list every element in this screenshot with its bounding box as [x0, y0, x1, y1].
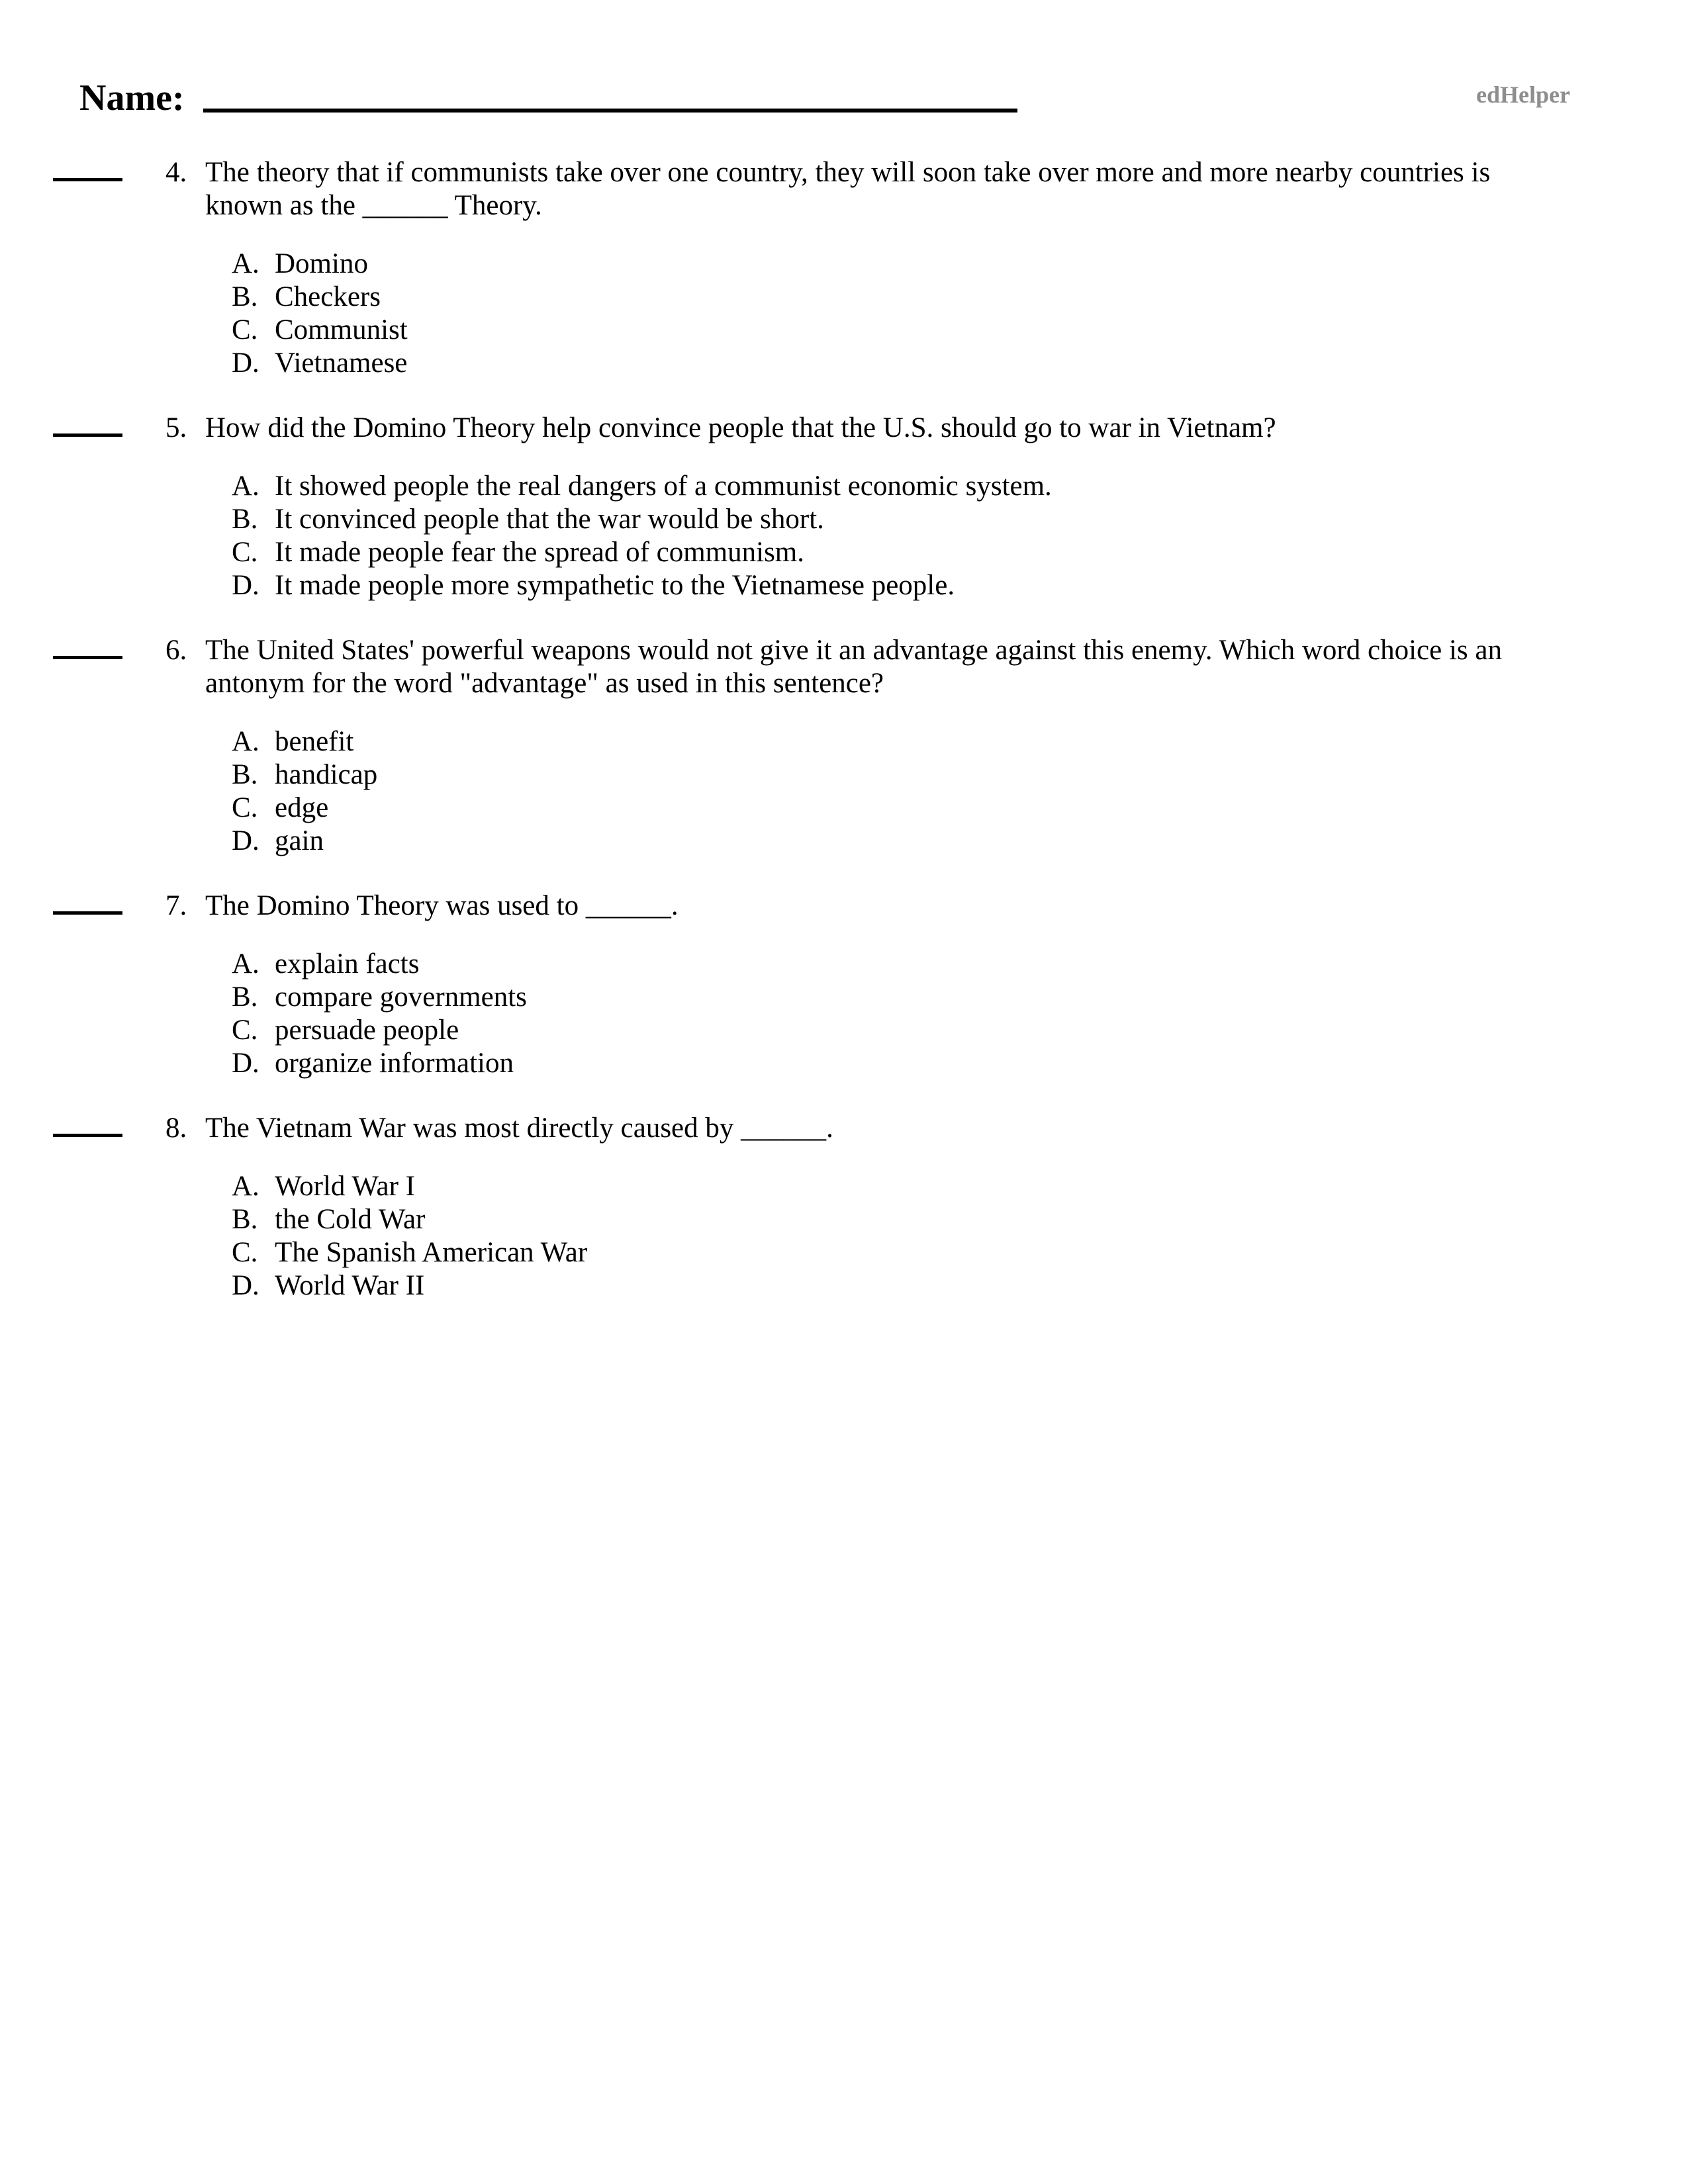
option-row — [232, 948, 679, 981]
options-list — [232, 1170, 833, 1302]
option-letter: D. — [232, 825, 259, 856]
option-letter: D. — [232, 1048, 259, 1079]
question — [0, 156, 1688, 380]
option-row — [232, 1203, 833, 1236]
option-letter: C. — [232, 1015, 258, 1046]
option-row — [232, 1014, 679, 1047]
page-header — [0, 0, 1688, 118]
option-letter: A. — [232, 471, 259, 502]
option-row — [232, 314, 1549, 347]
option-text: compare governments — [275, 981, 527, 1013]
question-text: The Vietnam War was most directly caused by ______. — [205, 1113, 833, 1144]
option-row — [232, 792, 1549, 825]
question-text: How did the Domino Theory help convince people that the U.S. should go to war in Vietnam? — [205, 412, 1276, 443]
question-text: The theory that if communists take over one country, they will soon take over more and more nearby countries is known as the ______ Theory. — [205, 157, 1491, 221]
question-number: 7. — [165, 890, 187, 921]
options-list — [232, 248, 1549, 380]
question-body — [205, 1112, 833, 1302]
option-letter: B. — [232, 281, 258, 312]
option-letter: A. — [232, 248, 259, 279]
question — [0, 412, 1688, 602]
options-list — [232, 948, 679, 1080]
option-text: World War II — [275, 1270, 425, 1301]
answer-blank — [53, 889, 122, 915]
option-text: benefit — [275, 726, 354, 757]
option-row — [232, 347, 1549, 380]
question — [0, 889, 1688, 1080]
option-row — [232, 981, 679, 1014]
option-row — [232, 758, 1549, 792]
option-text: organize information — [275, 1048, 514, 1079]
option-row — [232, 569, 1276, 602]
option-letter: B. — [232, 504, 258, 535]
option-letter: C. — [232, 314, 258, 345]
option-letter: C. — [232, 792, 258, 823]
option-row — [232, 1236, 833, 1269]
option-row — [232, 503, 1276, 536]
option-text: Checkers — [275, 281, 381, 312]
question-number: 4. — [165, 157, 187, 188]
brand-logo: edHelper — [1476, 81, 1570, 108]
answer-blank — [53, 156, 122, 181]
option-text: edge — [275, 792, 329, 823]
option-text: It showed people the real dangers of a communist economic system. — [275, 471, 1052, 502]
questions-list — [0, 156, 1688, 1302]
option-letter: A. — [232, 948, 259, 979]
answer-blank — [53, 634, 122, 659]
options-list — [232, 470, 1276, 602]
option-letter: D. — [232, 570, 259, 601]
option-row — [232, 1170, 833, 1203]
question-text: The United States' powerful weapons would not give it an advantage against this enemy. Which word choice is an antonym for the word "advantage" as used in this sentence? — [205, 635, 1502, 699]
option-letter: A. — [232, 726, 259, 757]
option-row — [232, 725, 1549, 758]
option-letter: B. — [232, 1204, 258, 1235]
name-underline — [203, 109, 1017, 113]
name-row — [79, 78, 1688, 118]
question-body — [205, 889, 679, 1080]
option-row — [232, 825, 1549, 858]
option-letter: B. — [232, 759, 258, 790]
option-text: Communist — [275, 314, 408, 345]
option-row — [232, 281, 1549, 314]
question — [0, 1112, 1688, 1302]
option-letter: D. — [232, 1270, 259, 1301]
option-text: It convinced people that the war would be short. — [275, 504, 824, 535]
option-text: World War I — [275, 1171, 415, 1202]
option-text: persuade people — [275, 1015, 459, 1046]
option-row — [232, 248, 1549, 281]
answer-blank — [53, 412, 122, 437]
option-text: The Spanish American War — [275, 1237, 588, 1268]
options-list — [232, 725, 1549, 858]
option-text: It made people more sympathetic to the Vietnamese people. — [275, 570, 955, 601]
name-label: Name: — [79, 77, 185, 118]
option-letter: A. — [232, 1171, 259, 1202]
option-text: the Cold War — [275, 1204, 426, 1235]
question-body — [205, 634, 1549, 858]
option-text: It made people fear the spread of communism. — [275, 537, 804, 568]
question-text: The Domino Theory was used to ______. — [205, 890, 679, 921]
option-row — [232, 1269, 833, 1302]
question-body — [205, 412, 1276, 602]
option-text: handicap — [275, 759, 378, 790]
question-number: 6. — [165, 635, 187, 666]
option-row — [232, 470, 1276, 503]
question-number: 8. — [165, 1113, 187, 1144]
option-letter: D. — [232, 347, 259, 379]
question — [0, 634, 1688, 858]
question-number: 5. — [165, 412, 187, 443]
option-text: Domino — [275, 248, 368, 279]
option-row — [232, 536, 1276, 569]
option-letter: C. — [232, 1237, 258, 1268]
option-letter: C. — [232, 537, 258, 568]
option-text: explain facts — [275, 948, 420, 979]
option-letter: B. — [232, 981, 258, 1013]
question-body — [205, 156, 1549, 380]
option-text: Vietnamese — [275, 347, 408, 379]
option-text: gain — [275, 825, 324, 856]
answer-blank — [53, 1112, 122, 1137]
option-row — [232, 1047, 679, 1080]
